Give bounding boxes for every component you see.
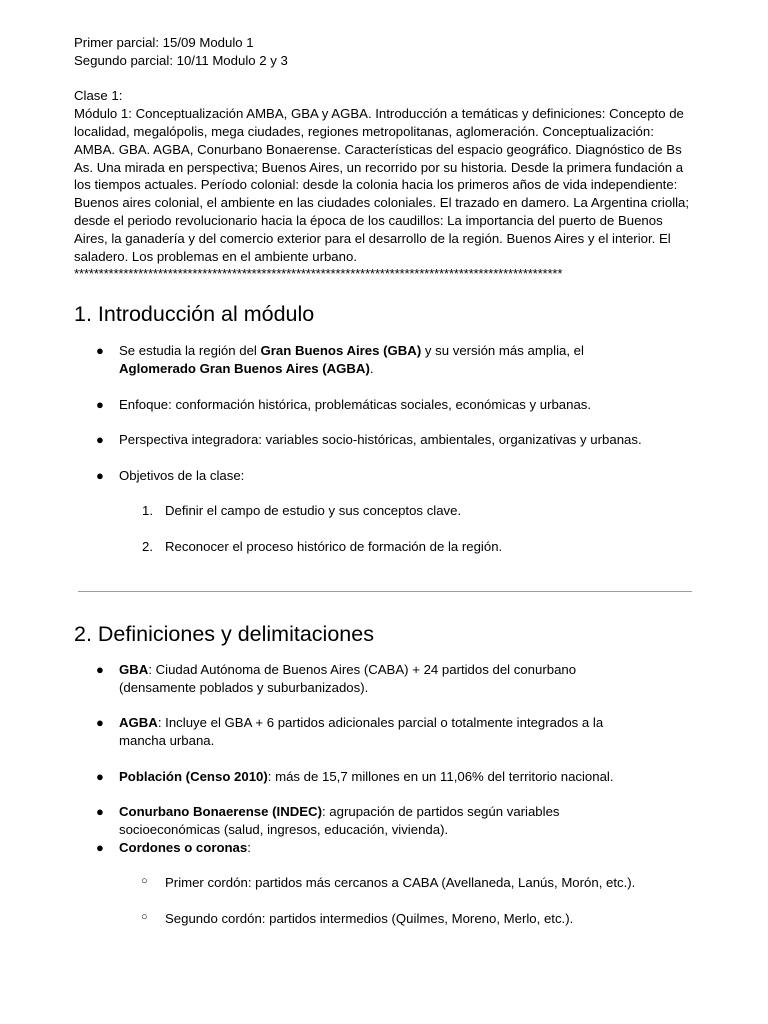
clase-paragraph: Módulo 1: Conceptualización AMBA, GBA y AGBA. Introducción a temáticas y definiciones: Concepto de localidad, megalópolis, mega ciudades, regiones metropolitanas, aglomeración. Conceptualización: AMBA. GBA. AGBA, Conurbano Bonaerense. Características del espacio geográfico. Diagnóstico de Bs As. Una mirada en perspectiva; Buenos Aires, un recorrido por su historia. Desde la primera fundación a los tiempos actuales. Período colonial: desde la colonia hacia los primeros años de vida independiente: Buenos aires colonial, el ambiente en las ciudades coloniales. El trazado en damero. La Argentina criolla; desde el periodo revolucionario hacia la época de los caudillos: La importancia del puerto de Buenos Aires, la ganadería y del comercio exterior para el desarrollo de la región. Buenos Aires y el interior. El saladero. Los problemas en el ambiente urbano.: [74, 106, 690, 264]
exam-dates: [74, 34, 694, 70]
bullet-icon: ●: [96, 839, 104, 855]
list-item: ● Enfoque: conformación histórica, problemáticas sociales, económicas y urbanas.: [96, 396, 592, 412]
clase-title: Clase 1:: [74, 88, 123, 104]
list-item: ● Se estudia la región del Gran Buenos Aires (GBA) y su versión más amplia, el Aglomerado Gran Buenos Aires (AGBA).: [96, 343, 584, 376]
section-1-heading: 1. Introducción al módulo: [74, 302, 315, 327]
cordon-item: ○ Segundo cordón: partidos intermedios (Quilmes, Moreno, Merlo, etc.).: [141, 910, 574, 926]
list-item: ● Cordones o coronas:: [96, 839, 251, 855]
bullet-icon: ●: [96, 804, 104, 820]
bullet-icon: ●: [96, 715, 104, 731]
list-item: ● GBA: Ciudad Autónoma de Buenos Aires (CABA) + 24 partidos del conurbano (densamente poblados y suburbanizados).: [96, 661, 577, 695]
exam-date-2: Segundo parcial: 10/11 Modulo 2 y 3: [74, 52, 288, 68]
exam-date-1: Primer parcial: 15/09 Modulo 1: [74, 35, 254, 50]
objectives-list: [74, 502, 694, 555]
section-2-heading: 2. Definiciones y delimitaciones: [74, 621, 374, 646]
list-item: ● Población (Censo 2010): más de 15,7 millones en un 11,06% del territorio nacional.: [96, 768, 614, 784]
horizontal-divider: [78, 591, 692, 592]
clase-block: [74, 87, 694, 283]
cordones-list: [74, 874, 694, 927]
section-1-list: [74, 342, 694, 484]
star-separator: ***************************************************************************************************: [74, 266, 563, 282]
agba-term: Aglomerado Gran Buenos Aires (AGBA): [119, 360, 370, 376]
bullet-icon: ●: [96, 432, 104, 448]
list-item: ● Objetivos de la clase:: [96, 467, 245, 483]
cordon-item: ○ Primer cordón: partidos más cercanos a CABA (Avellaneda, Lanús, Morón, etc.).: [141, 875, 636, 891]
bullet-icon: ●: [96, 768, 104, 784]
bullet-icon: ●: [96, 467, 104, 483]
list-item: ● Conurbano Bonaerense (INDEC): agrupación de partidos según variables socioeconómicas (salud, ingresos, educación, vivienda).: [96, 804, 560, 837]
objective-item: 2. Reconocer el proceso histórico de formación de la región.: [142, 538, 503, 554]
list-item: ● Perspectiva integradora: variables socio-históricas, ambientales, organizativas y urbanas.: [96, 432, 642, 448]
gba-term: Gran Buenos Aires (GBA): [260, 343, 422, 359]
section-2-list: [74, 661, 694, 857]
objective-item: 1. Definir el campo de estudio y sus conceptos clave.: [142, 503, 462, 519]
bullet-icon: ●: [96, 343, 104, 359]
circle-bullet-icon: ○: [141, 875, 148, 888]
bullet-icon: ●: [96, 661, 104, 677]
circle-bullet-icon: ○: [141, 910, 148, 923]
bullet-icon: ●: [96, 396, 104, 412]
list-item: ● AGBA: Incluye el GBA + 6 partidos adicionales parcial o totalmente integrados a la mancha urbana.: [96, 715, 604, 748]
